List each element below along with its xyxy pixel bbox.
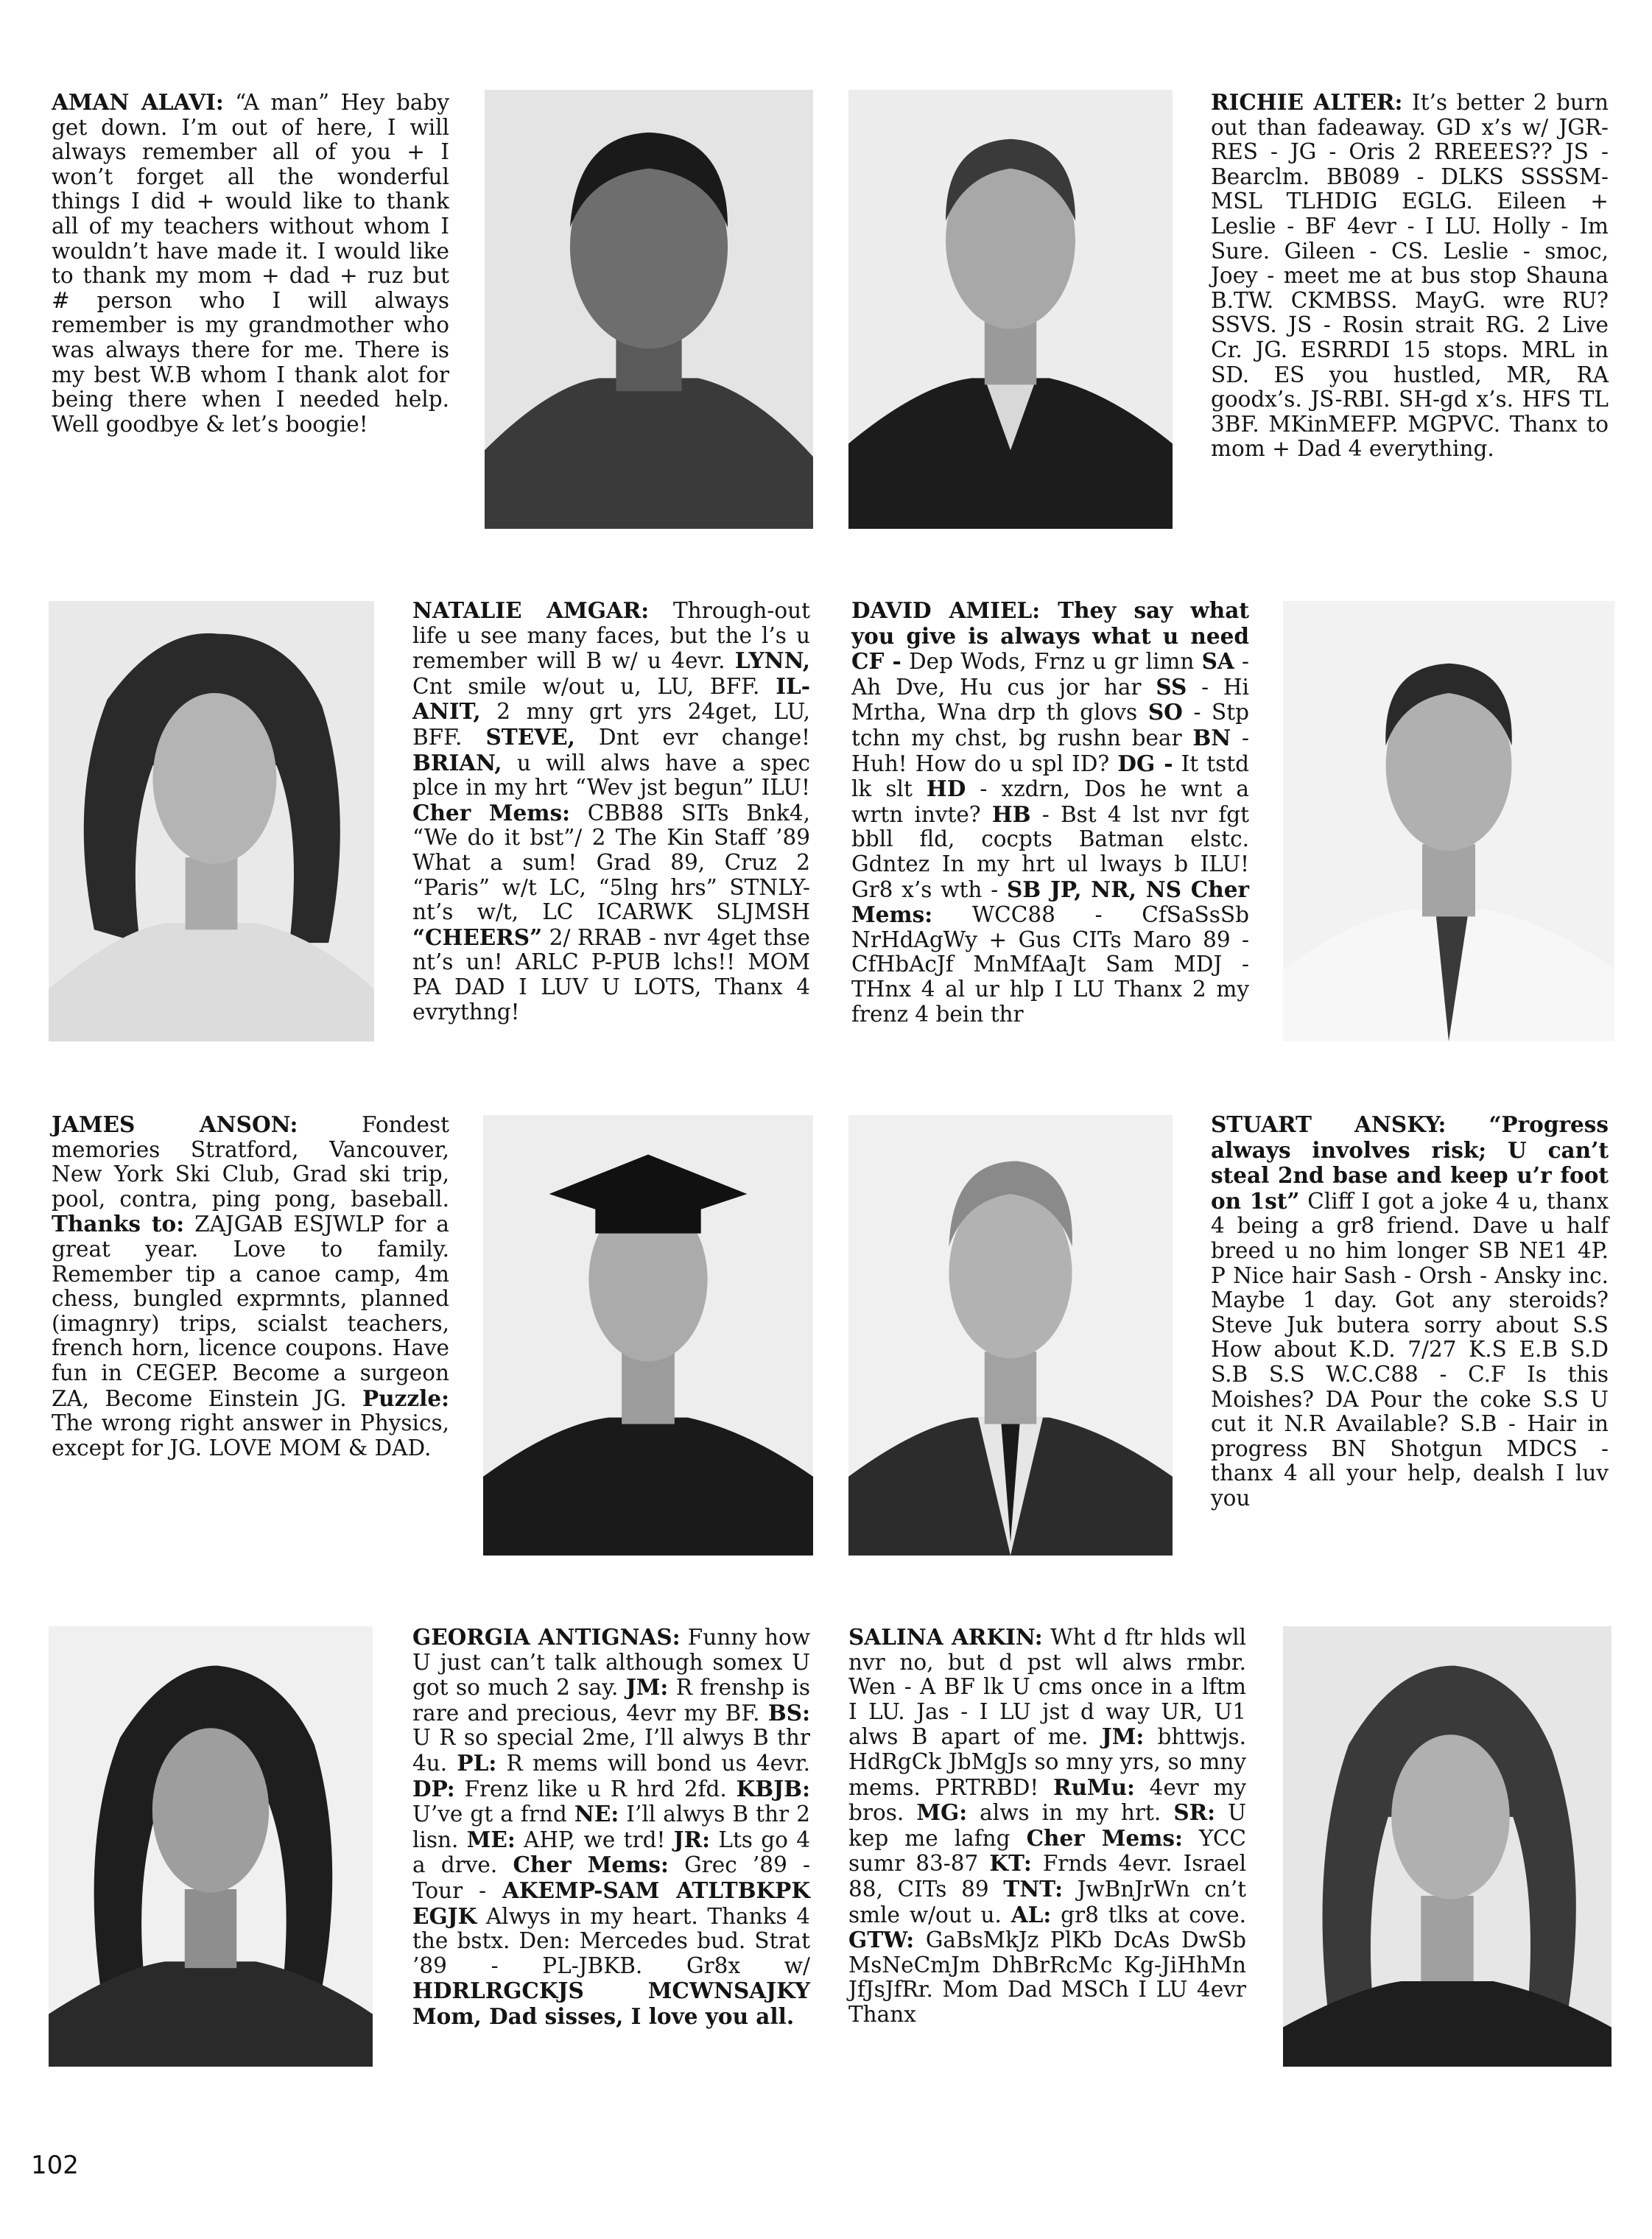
blurb-text: Cnt smile w/out u, LU, BFF. xyxy=(412,673,776,699)
blurb-bold-text: LYNN, xyxy=(734,647,810,674)
blurb-bold-text: GEORGIA ANTIGNAS: xyxy=(412,1624,681,1650)
blurb-bold-text: GTW: xyxy=(848,1927,915,1953)
student-blurb-richie-alter xyxy=(1211,90,1609,462)
blurb-text: U kep me lafng xyxy=(848,1800,1246,1851)
blurb-text: Fondest memories Stratford, Vancouver, New York Ski Club, Grad ski trip, pool, contra, ping pong, baseball. xyxy=(52,1112,450,1212)
blurb-bold-text: JR: xyxy=(673,1826,711,1852)
blurb-bold-text: Cher Mems: xyxy=(1026,1824,1183,1851)
blurb-text: - Stp tchn my chst, bg rushn bear xyxy=(851,700,1250,751)
blurb-text: Grec ’89 - Tour - xyxy=(412,1852,810,1903)
blurb-text: bhttwjs. HdRgCk JbMgJs so mny yrs, so mny mems. PRTRBD! xyxy=(848,1724,1247,1800)
blurb-bold-text: SA xyxy=(1201,648,1234,675)
blurb-text: Through-out life u see many faces, but the l’s u remember will B w/ u 4evr. xyxy=(412,598,810,674)
blurb-bold-text: Puzzle: xyxy=(362,1385,449,1411)
blurb-text: Funny how U just can’t talk although somex U got so much 2 say. xyxy=(412,1625,810,1701)
blurb-text: “A man” Hey baby get down. I’m out of here, I will always remember all of you + I won’t forget all the wonderful things I did + would like to thank all of my teachers without whom I wouldn’t have made it. I would like to thank my mom + dad + ruz but # person who I will always remember is my grandmother who was always there for me. There is my best W.B whom I thank alot for being there when I needed help. Well goodbye & let’s boogie! xyxy=(52,90,449,437)
student-blurb-natalie-amgar xyxy=(412,598,810,1024)
blurb-text: It tstd lk slt xyxy=(851,751,1249,802)
blurb-bold-text: KBJB: xyxy=(736,1775,810,1802)
blurb-text: JwBnJrWn cn’t smle w/out u. xyxy=(848,1876,1246,1927)
blurb-text: U’ve gt a frnd xyxy=(412,1802,574,1827)
blurb-bold-text: NATALIE AMGAR: xyxy=(412,597,650,623)
blurb-text: Cliff I got a joke 4 u, thanx 4 being a gr8 friend. Dave u half breed u no him longer SB NE1 4P. P Nice hair Sash - Orsh - Ansky inc. Maybe 1 day. Got any steroids? Steve Juk butera sorry about S.S How about K.D. 7/27 K.S E.B S.D S.B S.S W.C.C88 - C.F Is this Moishes? DA Pour the coke S.S U cut it N.R Available? S.B - Hair in progress BN Shotgun MDCS - thanx 4 all your help, dealsh I luv you xyxy=(1211,1188,1609,1511)
blurb-text: YCC sumr 83-87 xyxy=(848,1825,1246,1877)
student-blurb-georgia-antignas xyxy=(412,1625,810,2030)
blurb-text: It’s better 2 burn out than fadeaway. GD x’s w/ JGR-RES - JG - Oris 2 RREEES?? JS - Bearclm. BB089 - DLKS SSSSM-MSL TLHDIG EGLG. Eileen + Leslie - BF 4evr - I LU. Holly - Im Sure. Gileen - CS. Leslie - smoc, Joey - meet me at bus stop Shauna B.TW. CKMBSS. MayG. wre RU? SSVS. JS - Rosin strait RG. 2 Live Cr. JG. ESRRDI 15 stops. MRL in SD. ES you hustled, MR, RA goodx’s. JS-RBI. SH-gd x’s. HFS TL 3BF. MKinMEFP. MGPVC. Thanx to mom + Dad 4 everything. xyxy=(1211,90,1609,462)
blurb-bold-text: JM: xyxy=(625,1674,669,1701)
blurb-text: 2/ RRAB - nvr 4get thse nt’s un! ARLC P-PUB lchs!! MOM PA DAD I LUV U LOTS, Thanx 4 evrythng! xyxy=(412,924,810,1024)
blurb-text: The wrong right answer in Physics, except for JG. LOVE MOM & DAD. xyxy=(52,1410,449,1461)
blurb-text: - xzdrn, Dos he wnt a wrtn invte? xyxy=(851,776,1249,827)
blurb-text: u will alws have a spec plce in my hrt “Wev jst begun” ILU! xyxy=(412,750,810,801)
blurb-bold-text: AL: xyxy=(1010,1901,1052,1927)
student-blurb-james-anson xyxy=(52,1112,449,1461)
blurb-bold-text: DP: xyxy=(412,1775,455,1802)
blurb-bold-text: “CHEERS” xyxy=(412,924,543,950)
blurb-text: 4evr my bros. xyxy=(848,1774,1246,1826)
blurb-bold-text: ME: xyxy=(466,1826,516,1852)
blurb-bold-text: SR: xyxy=(1173,1799,1216,1826)
blurb-text: gr8 tlks at cove. xyxy=(1051,1902,1247,1927)
portrait-photo-aman-alavi xyxy=(485,90,813,529)
blurb-text: GaBsMkJz PlKb DcAs DwSb MsNeCmJm DhBrRcMc Kg-JiHhMn JfJsJfRr. Mom Dad MSCh I LU 4evr Thanx xyxy=(848,1927,1246,2027)
student-blurb-david-amiel xyxy=(851,598,1249,1027)
blurb-text: Frenz like u R hrd 2fd. xyxy=(454,1776,737,1802)
blurb-bold-text: PL: xyxy=(457,1749,497,1776)
blurb-bold-text: AMAN ALAVI: xyxy=(52,89,224,115)
blurb-bold-text: SALINA ARKIN: xyxy=(848,1624,1043,1650)
blurb-bold-text: Thanks to: xyxy=(52,1211,185,1237)
blurb-bold-text: SO xyxy=(1147,699,1183,725)
blurb-text: 2 mny grt yrs 24get, LU, BFF. xyxy=(412,699,810,750)
blurb-text: Dep Wods, Frnz u gr limn xyxy=(901,649,1202,675)
blurb-text: R mems will bond us 4evr. xyxy=(496,1750,810,1776)
blurb-text: - Ah Dve, Hu cus jor har xyxy=(851,649,1249,700)
portrait-photo-david-amiel xyxy=(1283,601,1614,1041)
blurb-bold-text: HDRLRGCKJS MCWNSAJKY Mom, Dad sisses, I love you all. xyxy=(412,1978,810,2029)
blurb-text: - Huh! How do u spl ID? xyxy=(851,725,1249,776)
blurb-bold-text: Cher Mems: xyxy=(513,1852,669,1878)
blurb-text: - Hi Mrtha, Wna drp th glovs xyxy=(851,674,1249,725)
blurb-bold-text: SB JP, NR, NS Cher Mems: xyxy=(851,876,1250,928)
blurb-bold-text: KT: xyxy=(989,1850,1032,1877)
blurb-bold-text: BN xyxy=(1192,724,1231,751)
blurb-text: Wht d ftr hlds wll nvr no, but d pst wll alws rmbr. Wen - A BF lk U cms once in a lftm I LU. Jas - I LU jst d way UR, U1 alws B apart of me. xyxy=(848,1625,1246,1750)
blurb-bold-text: RuMu: xyxy=(1052,1774,1135,1800)
blurb-text: - Bst 4 lst nvr fgt bbll fld, cocpts Batman elstc. Gdntez In my hrt ul lways b ILU! Gr8 x’s wth - xyxy=(851,801,1249,902)
blurb-text: U R so special 2me, I’ll alwys B thr 4u. xyxy=(412,1725,810,1776)
blurb-bold-text: STEVE, xyxy=(485,723,575,750)
blurb-bold-text: IL-ANIT, xyxy=(412,672,810,725)
blurb-text: Lts go 4 a drve. xyxy=(412,1827,810,1878)
portrait-photo-natalie-amgar xyxy=(49,601,374,1041)
blurb-bold-text: HB xyxy=(991,801,1031,827)
portrait-photo-james-anson xyxy=(483,1115,813,1556)
blurb-bold-text: STUART ANSKY: “Progress always involves risk; U can’t steal 2nd base and keep u’r foot on 1st” xyxy=(1211,1111,1609,1214)
blurb-bold-text: BS: xyxy=(767,1699,810,1726)
blurb-bold-text: DAVID AMIEL: They say what you give is always what u need CF - xyxy=(851,597,1249,675)
page-number: 102 xyxy=(31,2151,79,2180)
blurb-bold-text: NE: xyxy=(574,1801,619,1827)
blurb-bold-text: BRIAN, xyxy=(412,749,502,776)
blurb-text: AHP, we trd! xyxy=(515,1827,674,1852)
student-blurb-stuart-ansky xyxy=(1211,1112,1609,1511)
blurb-bold-text: AKEMP-SAM ATLTBKPK EGJK xyxy=(412,1877,810,1929)
blurb-text: WCC88 - CfSaSsSb NrHdAgWy + Gus CITs Maro 89 - CfHbAcJf MnMfAaJt Sam MDJ - THnx 4 al ur hlp I LU Thanx 2 my frenz 4 bein thr xyxy=(851,902,1249,1027)
blurb-text: R frenshp is rare and precious, 4evr my BF. xyxy=(412,1675,810,1726)
student-blurb-aman-alavi xyxy=(52,90,449,437)
blurb-bold-text: Cher Mems: xyxy=(412,799,571,826)
blurb-text: Alwys in my heart. Thanks 4 the bstx. Den: Mercedes bud. Strat ’89 - PL-JBKB. Gr8x w/ xyxy=(412,1903,810,1978)
blurb-text: Dnt evr change! xyxy=(574,724,811,750)
blurb-bold-text: JAMES ANSON: xyxy=(52,1111,298,1137)
blurb-bold-text: TNT: xyxy=(1003,1875,1063,1902)
portrait-photo-georgia-antignas xyxy=(49,1626,373,2067)
blurb-text: Frnds 4evr. Israel 88, CITs 89 xyxy=(848,1851,1246,1902)
blurb-bold-text: DG - xyxy=(1117,750,1173,776)
blurb-text: ZAJGAB ESJWLP for a great year. Love to family. Remember tip a canoe camp, 4m chess, bungled exprmnts, planned (imagnry) trips, scialst teachers, french horn, licence coupons. Have fun in CEGEP. Become a surgeon ZA, Become Einstein JG. xyxy=(52,1212,449,1411)
blurb-bold-text: JM: xyxy=(1101,1723,1145,1750)
portrait-photo-stuart-ansky xyxy=(848,1115,1173,1556)
blurb-bold-text: RICHIE ALTER: xyxy=(1211,89,1403,115)
blurb-text: alws in my hrt. xyxy=(967,1800,1174,1826)
blurb-bold-text: HD xyxy=(926,776,966,802)
student-blurb-salina-arkin xyxy=(848,1625,1246,2028)
blurb-text: I’ll alwys B thr 2 lisn. xyxy=(412,1802,810,1852)
blurb-bold-text: SS xyxy=(1156,673,1187,700)
portrait-photo-salina-arkin xyxy=(1283,1626,1611,2067)
blurb-text: CBB88 SITs Bnk4, “We do it bst”/ 2 The Kin Staff ’89 What a sum! Grad 89, Cruz 2 “Paris” w/t LC, “5lng hrs” STNLY-nt’s w/t, LC ICARWK SLJMSH xyxy=(412,800,810,925)
portrait-photo-richie-alter xyxy=(848,90,1173,529)
blurb-bold-text: MG: xyxy=(916,1799,968,1826)
